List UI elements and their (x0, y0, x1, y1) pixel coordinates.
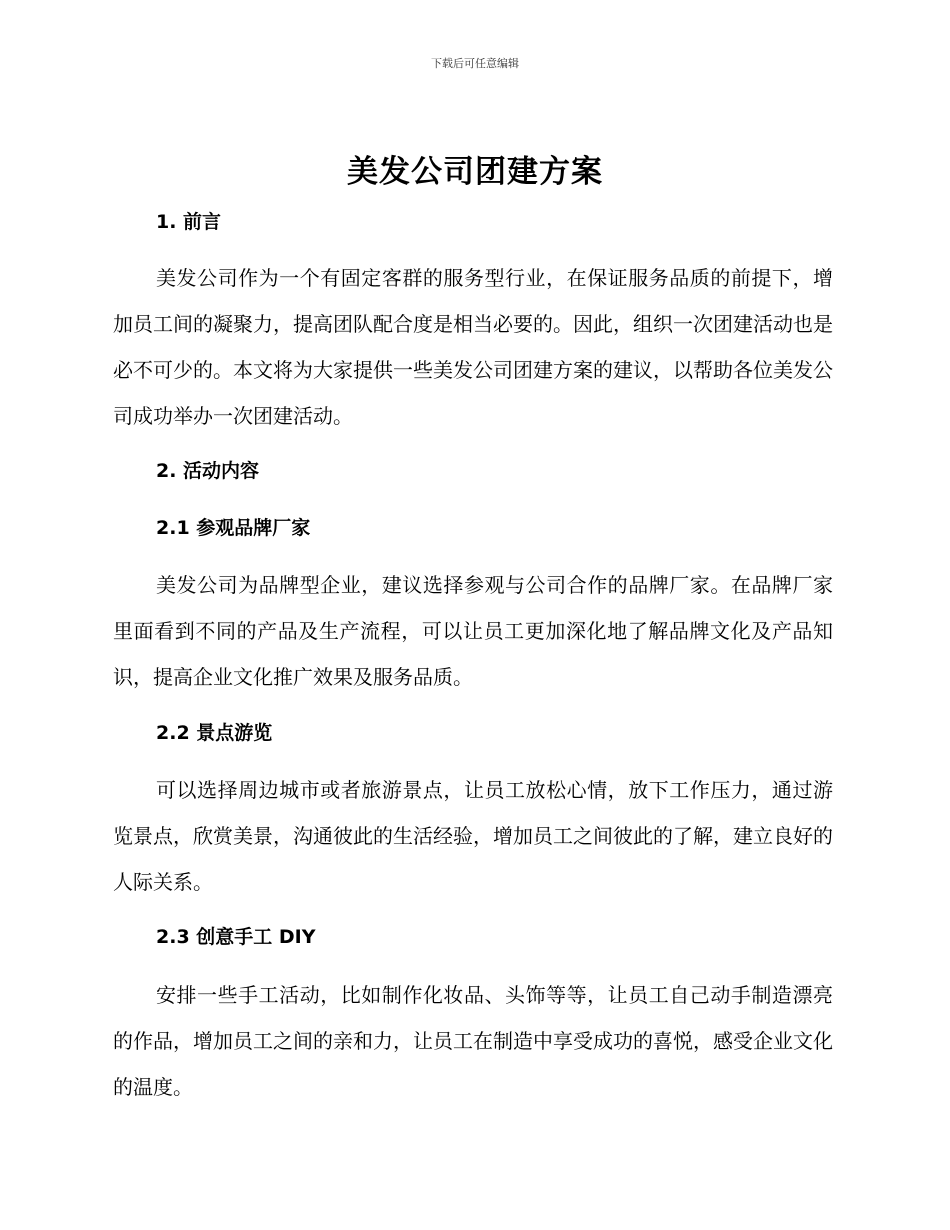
page-header-note: 下载后可任意编辑 (431, 57, 519, 70)
document-title: 美发公司团建方案 (347, 154, 603, 190)
section-paragraph-preface: 美发公司作为一个有固定客群的服务型行业，在保证服务品质的前提下，增加员工间的凝聚力，提高团队配合度是相当必要的。因此，组织一次团建活动也是必不可少的。本文将为大家提供一些美发公司团建方案的建议，以帮助各位美发公司成功举办一次团建活动。 (113, 266, 833, 428)
section-paragraph-factory-visit: 美发公司为品牌型企业，建议选择参观与公司合作的品牌厂家。在品牌厂家里面看到不同的产品及生产流程，可以让员工更加深化地了解品牌文化及产品知识，提高企业文化推广效果及服务品质。 (113, 573, 833, 689)
section-heading-activities: 2. 活动内容 (156, 460, 260, 482)
section-heading-sightseeing: 2.2 景点游览 (156, 722, 273, 744)
section-heading-diy: 2.3 创意手工 DIY (156, 926, 316, 948)
section-heading-factory-visit: 2.1 参观品牌厂家 (156, 517, 311, 539)
section-heading-preface: 1. 前言 (156, 211, 222, 233)
section-paragraph-sightseeing: 可以选择周边城市或者旅游景点，让员工放松心情，放下工作压力，通过游览景点，欣赏美景，沟通彼此的生活经验，增加员工之间彼此的了解，建立良好的人际关系。 (113, 778, 833, 894)
section-paragraph-diy: 安排一些手工活动，比如制作化妆品、头饰等等，让员工自己动手制造漂亮的作品，增加员工之间的亲和力，让员工在制造中享受成功的喜悦，感受企业文化的温度。 (113, 983, 833, 1099)
